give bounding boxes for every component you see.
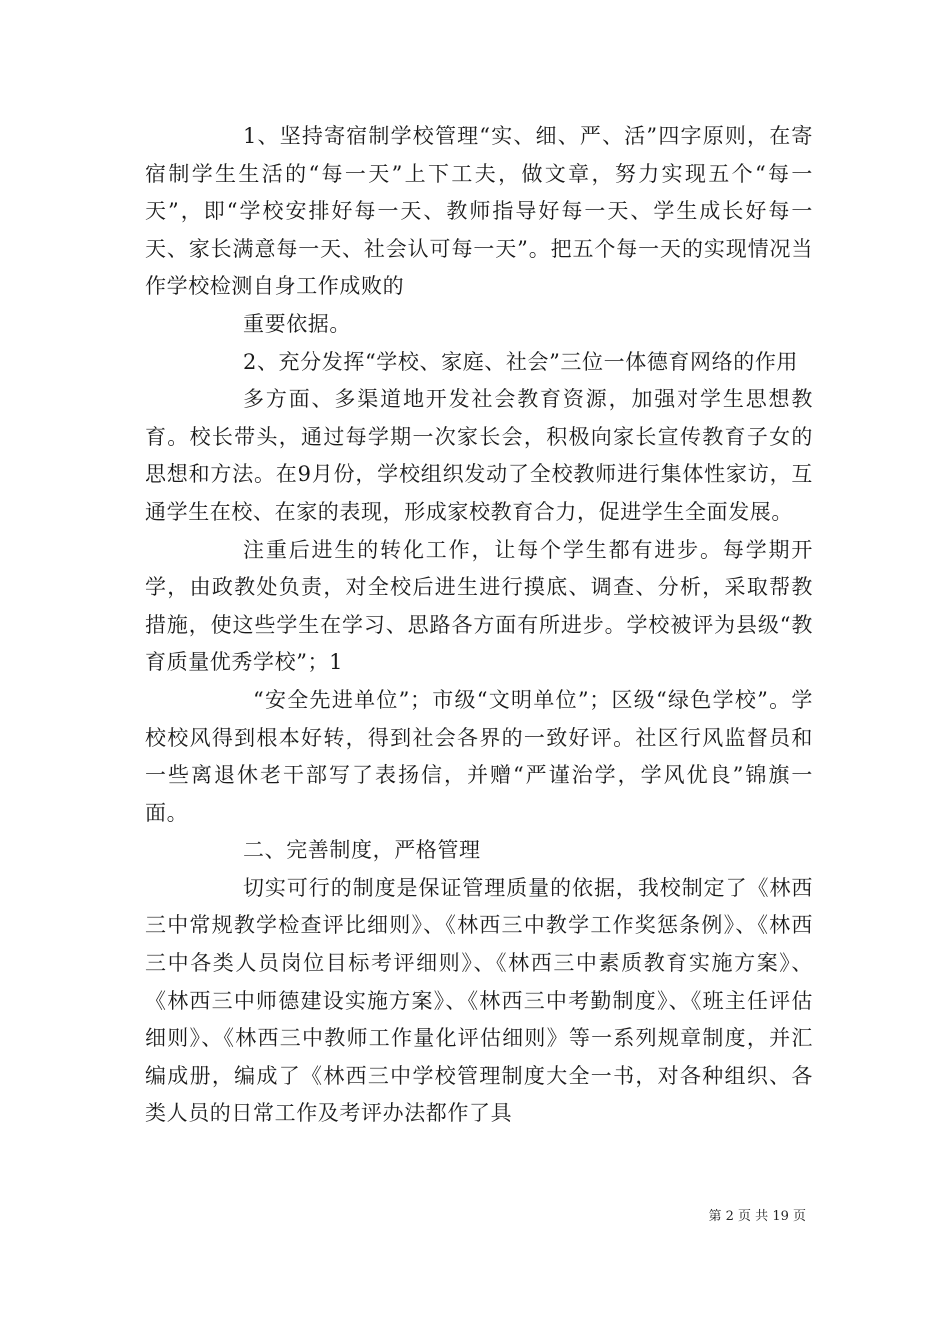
page-number-footer: 第 2 页 共 19 页 [708, 1209, 806, 1224]
paragraph-underachievers: 注重后进生的转化工作，让每个学生都有进步。每学期开学，由政教处负责，对全校后进生进行摸底、调查、分析，采取帮教措施，使这些学生在学习、思路各方面有所进步。学校被评为县级“教育质量优秀学校”；1 [145, 537, 813, 675]
section-heading-system: 二、完善制度，严格管理 [243, 838, 481, 863]
paragraph-important-basis: 重要依据。 [243, 311, 351, 336]
paragraph-moral-network-heading: 2、充分发挥“学校、家庭、社会”三位一体德育网络的作用 [243, 349, 799, 374]
document-body [145, 118, 813, 1133]
paragraph-boarding-principles: 1、坚持寄宿制学校管理“实、细、严、活”四字原则，在寄宿制学生生活的“每一天”上下工夫，做文章，努力实现五个“每一天”，即“学校安排好每一天、教师指导好每一天、学生成长好每一天、家长满意每一天、社会认可每一天”。把五个每一天的实现情况当作学校检测自身工作成败的 [145, 124, 813, 299]
paragraph-regulations: 切实可行的制度是保证管理质量的依据，我校制定了《林西三中常规教学检查评比细则》、《林西三中教学工作奖惩条例》、《林西三中各类人员岗位目标考评细则》、《林西三中素质教育实施方案》、《林西三中师德建设实施方案》、《林西三中考勤制度》、《班主任评估细则》、《林西三中教师工作量化评估细则》等一系列规章制度，并汇编成册，编成了《林西三中学校管理制度大全一书，对各种组织、各类人员的日常工作及考评办法都作了具 [145, 875, 813, 1126]
paragraph-honors: “安全先进单位”；市级“文明单位”；区级“绿色学校”。学校校风得到根本好转，得到社会各界的一致好评。社区行风监督员和一些离退休老干部写了表扬信，并赠“严谨治学，学风优良”锦旗一面。 [145, 687, 813, 825]
paragraph-social-resources: 多方面、多渠道地开发社会教育资源，加强对学生思想教育。校长带头，通过每学期一次家长会，积极向家长宣传教育子女的思想和方法。在9月份，学校组织发动了全校教师进行集体性家访，互通学生在校、在家的表现，形成家校教育合力，促进学生全面发展。 [145, 387, 813, 524]
